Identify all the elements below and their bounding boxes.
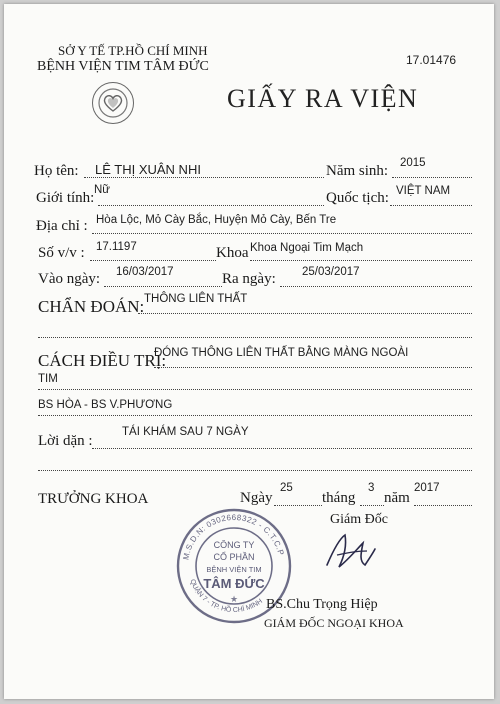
gender-label: Giới tính: bbox=[36, 190, 95, 206]
date-day-value: 25 bbox=[280, 482, 293, 494]
department-label: Khoa bbox=[216, 245, 249, 261]
stamp-line-4: TÂM ĐỨC bbox=[203, 576, 265, 591]
date-year-label: năm bbox=[384, 490, 410, 506]
diagnosis-label: CHẨN ĐOÁN: bbox=[38, 297, 145, 316]
document-title: GIẤY RA VIỆN bbox=[227, 84, 419, 113]
head-of-department-label: TRƯỞNG KHOA bbox=[38, 491, 149, 507]
hospital-logo bbox=[92, 82, 134, 124]
record-number-value: 17.1197 bbox=[96, 241, 137, 253]
nationality-label: Quốc tịch: bbox=[326, 190, 389, 206]
admission-date-value: 16/03/2017 bbox=[116, 266, 174, 278]
stamp-ring-text: M.S.D.N: 0302668322 - C.T.C.P bbox=[181, 512, 286, 561]
address-label: Địa chỉ : bbox=[36, 218, 88, 234]
director-signature bbox=[319, 529, 379, 574]
stamp-line-2: CỔ PHẦN bbox=[213, 552, 255, 562]
date-month-label: tháng bbox=[322, 490, 356, 506]
hospital-name: BỆNH VIỆN TIM TÂM ĐỨC bbox=[37, 59, 209, 74]
document-number: 17.01476 bbox=[406, 53, 457, 67]
stamp-ring-bottom-text: QUẬN 7 - TP. HỒ CHÍ MINH bbox=[188, 578, 264, 615]
doctors-value: BS HÒA - BS V.PHƯƠNG bbox=[38, 399, 173, 411]
discharge-paper bbox=[4, 4, 494, 699]
diagnosis-value: THÔNG LIÊN THẤT bbox=[144, 293, 248, 305]
heart-icon bbox=[93, 83, 133, 123]
advice-label: Lời dặn : bbox=[38, 433, 93, 449]
stamp-line-1: CÔNG TY bbox=[213, 540, 255, 550]
director-label: Giám Đốc bbox=[330, 512, 388, 527]
admission-date-label: Vào ngày: bbox=[38, 271, 101, 287]
date-day-label: Ngày bbox=[240, 490, 273, 506]
nationality-value: VIỆT NAM bbox=[396, 185, 451, 197]
name-label: Họ tên: bbox=[34, 163, 79, 179]
treatment-label: CÁCH ĐIỀU TRỊ: bbox=[38, 351, 167, 370]
address-value: Hòa Lộc, Mỏ Cày Bắc, Huyện Mỏ Cày, Bến Tre bbox=[96, 214, 337, 226]
birth-year-value: 2015 bbox=[400, 157, 426, 169]
gender-value: Nữ bbox=[94, 184, 111, 196]
star-icon: ★ bbox=[229, 594, 239, 604]
signer-name: BS.Chu Trọng Hiệp bbox=[266, 597, 378, 612]
signer-title: GIÁM ĐỐC NGOẠI KHOA bbox=[264, 616, 404, 630]
department-name: SỞ Y TẾ TP.HỒ CHÍ MINH bbox=[58, 43, 208, 58]
stamp-line-3: BỆNH VIỆN TIM bbox=[206, 565, 262, 574]
advice-value: TÁI KHÁM SAU 7 NGÀY bbox=[122, 426, 249, 438]
discharge-date-value: 25/03/2017 bbox=[302, 266, 360, 278]
date-year-value: 2017 bbox=[414, 482, 440, 494]
record-number-label: Số v/v : bbox=[38, 245, 85, 261]
department-value: Khoa Ngoại Tim Mạch bbox=[250, 242, 364, 254]
discharge-date-label: Ra ngày: bbox=[222, 271, 276, 287]
treatment-value-continued: TIM bbox=[38, 373, 58, 385]
date-month-value: 3 bbox=[368, 482, 375, 494]
patient-name: LÊ THỊ XUÂN NHI bbox=[95, 162, 201, 177]
treatment-value: ĐÓNG THÔNG LIÊN THẤT BẰNG MÀNG NGOÀI bbox=[154, 347, 409, 359]
birth-year-label: Năm sinh: bbox=[326, 163, 389, 179]
